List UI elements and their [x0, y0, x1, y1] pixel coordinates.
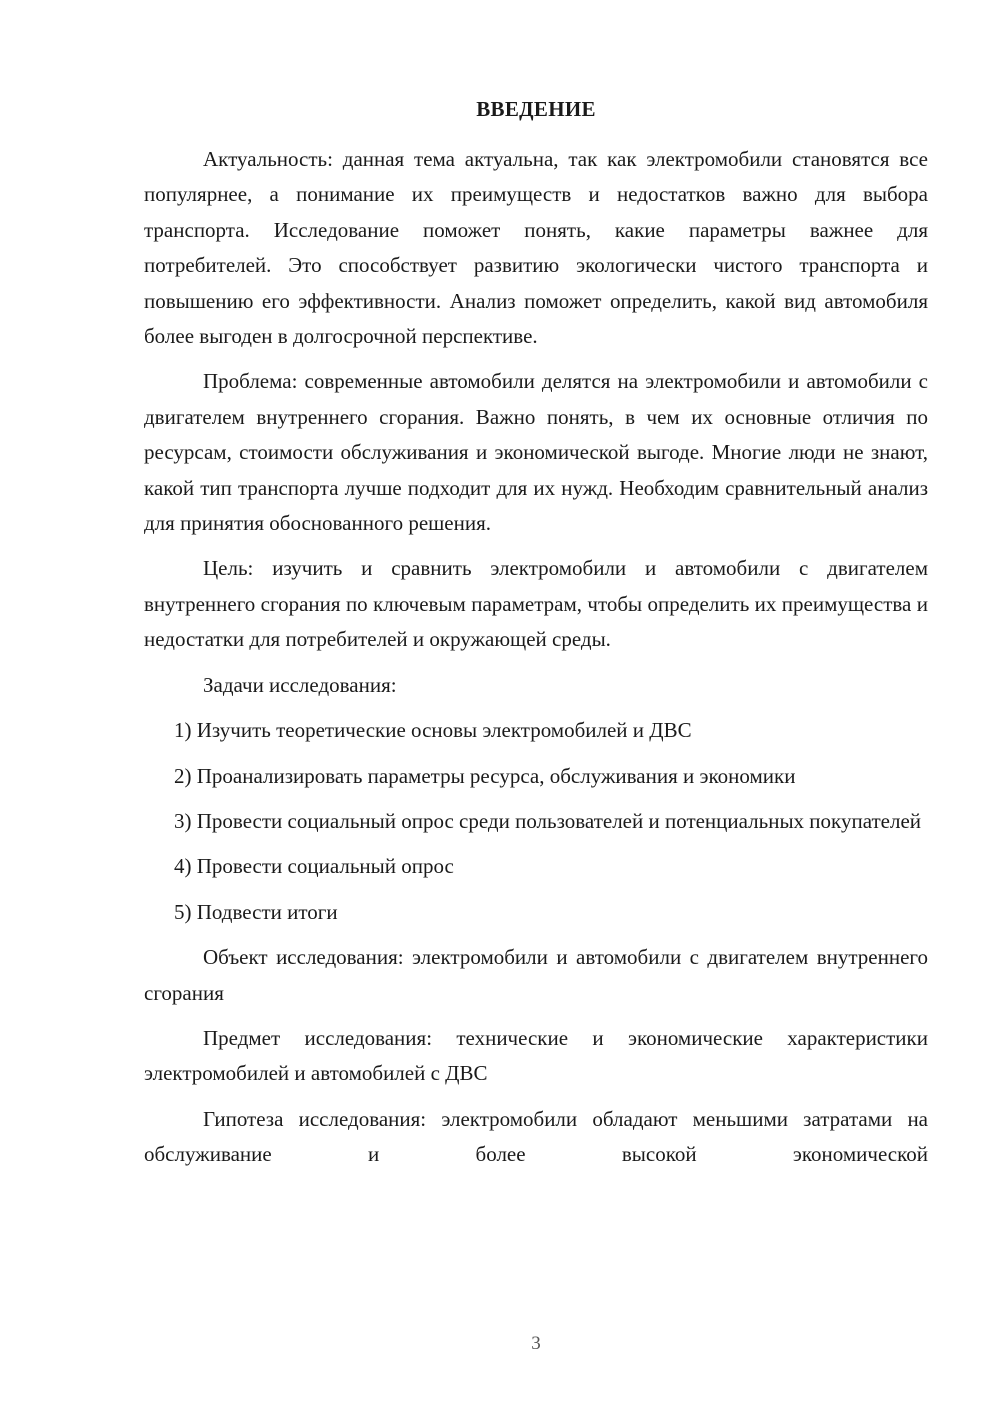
goal-paragraph: Цель: изучить и сравнить электромобили и автомобили с двигателем внутреннего сгорания по ключевым параметрам, чтобы определить их преимущества и недостатки для потребителей и окружающей среды. — [144, 556, 928, 652]
section-heading: ВВЕДЕНИЕ — [476, 97, 596, 121]
task-item-3: 3) Провести социальный опрос среди пользователей и потенциальных покупателей — [174, 808, 922, 833]
task-item-1: 1) Изучить теоретические основы электромобилей и ДВС — [174, 718, 692, 743]
page-number: 3 — [531, 1333, 541, 1354]
task-item-5: 5) Подвести итоги — [174, 899, 338, 924]
hypothesis-paragraph: Гипотеза исследования: электромобили обладают меньшими затратами на обслуживание и более высокой экономической — [144, 1106, 928, 1167]
problem-paragraph: Проблема: современные автомобили делятся на электромобили и автомобили с двигателем внутреннего сгорания. Важно понять, в чем их основные отличия по ресурсам, стоимости обслуживания и экономической выгоде. Многие люди не знают, какой тип транспорта лучше подходит для их нужд. Необходим сравнительный анализ для принятия обоснованного решения. — [144, 369, 928, 536]
relevance-paragraph: Актуальность: данная тема актуальна, так как электромобили становятся все популярнее, а понимание их преимуществ и недостатков важно для выбора транспорта. Исследование поможет понять, какие параметры важнее для потребителей. Это способствует развитию экологически чистого транспорта и повышению его эффективности. Анализ поможет определить, какой вид автомобиля более выгоден в долгосрочной перспективе. — [144, 147, 928, 349]
tasks-title: Задачи исследования: — [203, 672, 397, 697]
subject-paragraph: Предмет исследования: технические и экономические характеристики электромобилей и автомобилей с ДВС — [144, 1025, 928, 1086]
task-item-2: 2) Проанализировать параметры ресурса, обслуживания и экономики — [174, 763, 796, 788]
object-paragraph: Объект исследования: электромобили и автомобили с двигателем внутреннего сгорания — [144, 945, 928, 1005]
body-text — [144, 142, 928, 1183]
task-item-4: 4) Провести социальный опрос — [174, 854, 454, 879]
